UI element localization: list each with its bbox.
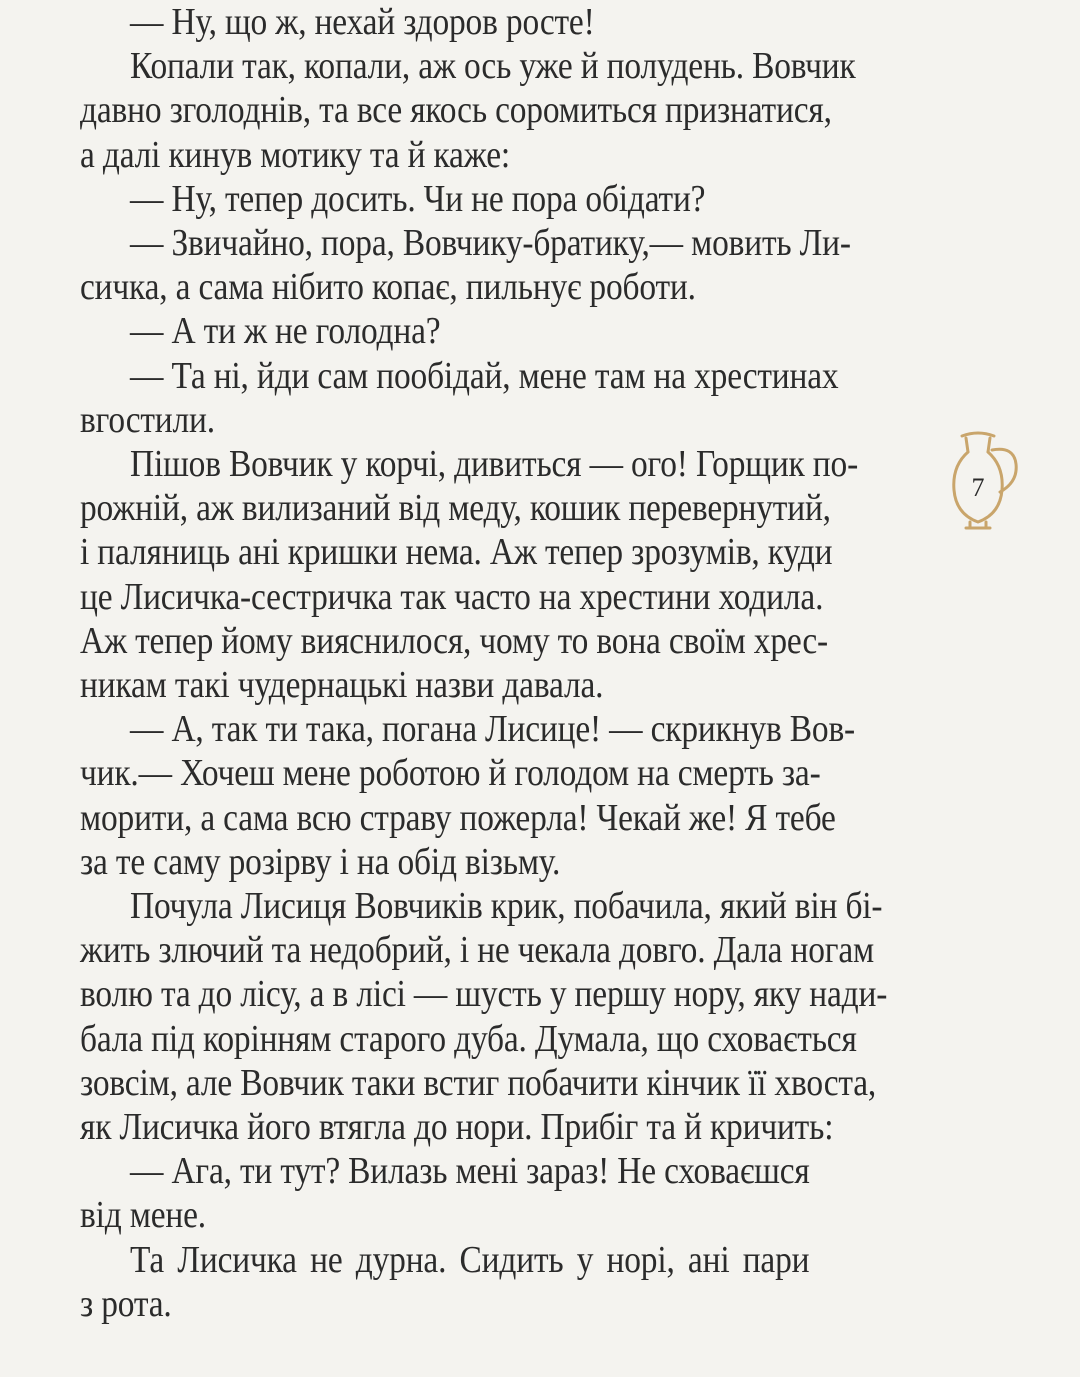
text-line: чик.— Хочеш мене роботою й голодом на смерть за- — [80, 752, 821, 795]
text-line: з рота. — [80, 1282, 172, 1325]
text-line: бала під корінням старого дуба. Думала, що сховається — [80, 1017, 857, 1060]
top-corner-arc — [965, 0, 1055, 18]
page-number: 7 — [971, 473, 985, 502]
text-line: — Ага, ти тут? Вилазь мені зараз! Не сховаєшся — [130, 1150, 810, 1193]
text-line: Почула Лисиця Вовчиків крик, побачила, який він бі- — [130, 885, 883, 927]
page-number-ornament — [948, 426, 1028, 536]
text-line: никам такі чудернацькі назви давала. — [80, 664, 604, 706]
text-line: — Ну, що ж, нехай здоров росте! — [130, 1, 595, 43]
text-line: Пішов Вовчик у корчі, дивиться — ого! Горщик по- — [130, 443, 859, 485]
text-line: рожній, аж вилизаний від меду, кошик перевернутий, — [80, 487, 831, 530]
text-line: і паляниць ані кришки нема. Аж тепер зрозумів, куди — [80, 531, 833, 574]
text-line: давно зголоднів, та все якось соромиться признатися, — [80, 89, 832, 132]
text-line: — Ну, тепер досить. Чи не пора обідати? — [130, 177, 706, 220]
text-line: — А ти ж не голодна? — [130, 310, 441, 353]
text-line: від мене. — [80, 1194, 206, 1237]
text-line: Аж тепер йому вияснилося, чому то вона своїм хрес- — [80, 619, 828, 662]
text-line: за те саму розірву і на обід візьму. — [80, 840, 561, 883]
jug-icon — [948, 426, 1028, 536]
text-line: — А, так ти така, погана Лисице! — скрикнув Вов- — [130, 708, 856, 751]
text-line: — Звичайно, пора, Вовчику-братику,— мовить Ли- — [130, 222, 851, 264]
text-line: волю та до лісу, а в лісі — шусть у першу нору, яку нади- — [80, 973, 888, 1016]
text-line: вгостили. — [80, 398, 215, 441]
text-line: Копали так, копали, аж ось уже й полудень. Вовчик — [130, 45, 856, 88]
text-line: — Та ні, йди сам пообідай, мене там на хрестинах — [130, 354, 839, 397]
text-line: а далі кинув мотику та й каже: — [80, 133, 510, 176]
text-line: як Лисичка його втягла до нори. Прибіг та й кричить: — [80, 1106, 834, 1148]
text-line: Та Лисичка не дурна. Сидить у норі, ані пари — [130, 1238, 810, 1281]
text-line: зовсім, але Вовчик таки встиг побачити кінчик її хвоста, — [80, 1061, 877, 1104]
text-line: жить злючий та недобрий, і не чекала довго. Дала ногам — [80, 929, 874, 972]
text-line: морити, а сама всю страву пожерла! Чекай же! Я тебе — [80, 796, 836, 839]
text-line: сичка, а сама нібито копає, пильнує роботи. — [80, 266, 696, 309]
text-line: це Лисичка-сестричка так часто на хрестини ходила. — [80, 575, 824, 618]
